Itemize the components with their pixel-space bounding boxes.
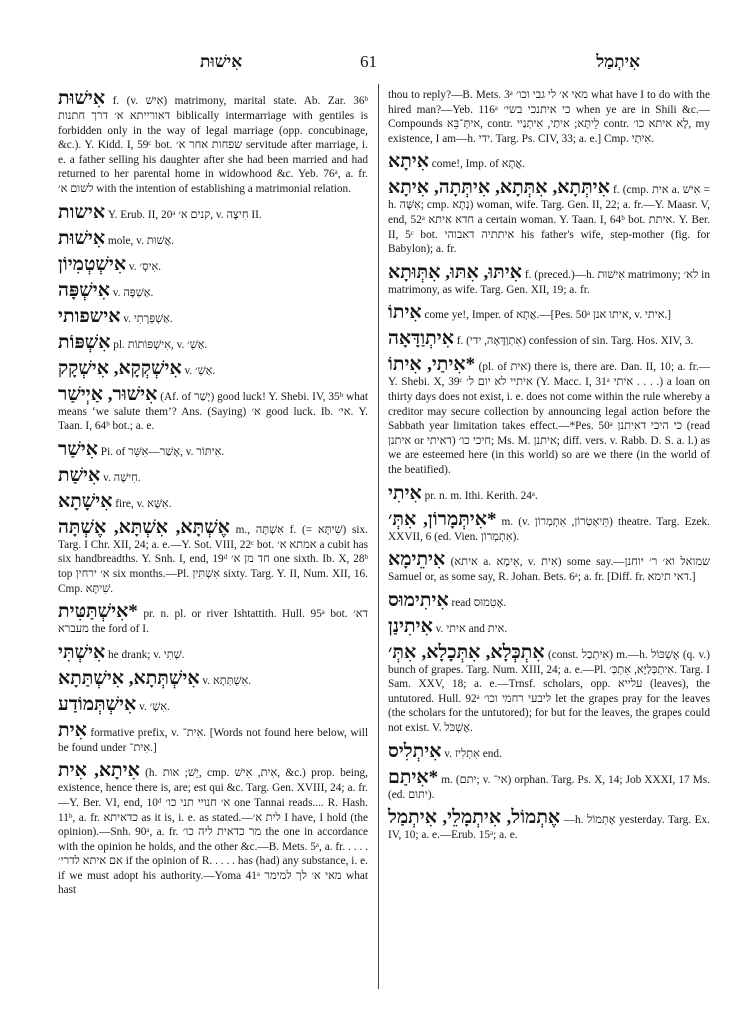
entry-headword: אִיתְלִיס: [388, 740, 442, 762]
entry-definition: m. (v. תֵּיאַטְרוֹן, אִתְמְרוֹן) theatre. Targ. Ezek. XXVII, 6 (ed. Vien. אִתְמְרוֹן).: [388, 515, 710, 543]
entry-definition: —h. אֶתְמוֹל yesterday. Targ. Ex. IV, 10; a. e.—Erub. 15ᵃ; a. e.: [388, 814, 711, 842]
entry-definition: f. (v. אִישׁ) matrimony, marital state. Ab. Zar. 36ᵇ דאורייתא א׳ דרך חתנות biblically intermarriage with gentiles is forbidden only in the way of legal marriage (opp. concubinage, &c.). Y. Kidd. I, 59ᶜ bot. שפחות אחר א׳ servitude after marriage, i. e. a father selling his daughter after she had been married and had returned to her parental home in widowhood &c. Yeb. 76ᵃ, a. fr. לשום א׳ with the intention of establishing a matrimonial relation.: [58, 95, 369, 195]
entry-definition: v. אַשְׁפָּה.: [112, 286, 154, 299]
dictionary-entry: [58, 439, 368, 460]
entry-headword: אִיתִי: [388, 482, 422, 504]
dictionary-entry: [58, 306, 368, 327]
dictionary-entry: [58, 601, 368, 637]
entry-headword: *אִיתַם: [388, 766, 439, 788]
entry-definition: come!, Imp. of אֲתָא.: [431, 158, 526, 171]
dictionary-entry: [58, 280, 368, 301]
entry-definition: f. (preced.)—h. אִישׁוּת matrimony; לא׳ in matrimony, as wife. Targ. Gen. XII, 19; a. fr.: [388, 268, 710, 296]
entry-headword: אִיתוֹ: [388, 302, 422, 324]
entry-definition: (pl. of אית) there is, there are. Dan. II, 10; a. fr.—Y. Shebi. X, 39ᶜ איתיי לא יום ל׳ (Y. Macc. I, 31ᵃ איתי . . . .) a loan on thirty days does not exist, i. e. does not come within the rule whereby a creditor may secure collection by announcing legal action before the Sabbath year limitation takes effect.—*Pes. 50ᵃ כי היכי דאיתנן (read איתנן or דאיתי) חיכי כו׳; Ms. M. איתנן; diff. vers. v. Rabb. D. S. a. l.) as we are esteemed here (in this world) so are we there (in the world of the beatified).: [388, 361, 711, 476]
dictionary-entry: [58, 332, 368, 353]
dictionary-entry: [388, 590, 710, 611]
entry-definition: thou to reply?—B. Mets. 3ᵃ מאי א׳ לי גבי וכו׳ what have I to do with the hired man?—Yeb. 116ᵃ כי איתנכי בשי׳ when ye are in Shili &c.—Compounds איתְּ־בֵּא, contr. לֵיתָא; איתַי, אִיתְנַיי contr. לָא איתא כו׳, my existence, I am—h. ידי. Targ. Ps. CIV, 33; a. e.] Cmp. אִיתַי.: [388, 89, 710, 145]
dictionary-entry: [388, 642, 710, 736]
entry-headword: אִיתִימוּס: [388, 589, 449, 611]
entry-headword: אִישׁוּר, אַיְישַׁר: [58, 383, 158, 405]
dictionary-entry: [388, 88, 710, 146]
entry-headword: *אִישְׁתַּטִּית: [58, 601, 138, 623]
entry-definition: v. אַשְׁפְּרָתִי.: [123, 312, 173, 325]
entry-headword: אִישְׁתְּמוֹדַע: [58, 693, 137, 715]
dictionary-entry: [388, 741, 710, 762]
entry-headword: אישפותי: [58, 305, 121, 327]
entry-definition: f. (cmp. אית a. אִישׁ = h. אִשָּׁה; cmp. נְתָא) woman, wife. Targ. Gen. II, 22; a. fr.—Y. Maasr. V, end, 52ᵃ חדא איתא a certain woman. Y. Taan. I, 64ᵇ bot. איתת. Y. Ber. II, 5ᶜ bot. איתתיה דאבוהי his father's wife, step-mother (fig. for Babylon); a. fr.: [388, 184, 711, 256]
entry-definition: (const. אִיתְכַל) m.—h. אֶשְׁכּוֹל (q. v.) bunch of grapes. Targ. Num. XIII, 24; a. e.—Pl. אִיתְכְּלַיָּא, אִתְכְּ׳. Targ. I Sam. XXV, 18; a. e.—Trnsf. scholars, opp. עלייא (leaves), the untutored. Hull. 92ᵃ ליבעי רחמי וכו׳ let the grapes pray for the leaves (the scholars for the untutored); for but for the leaves, the grapes could not exist. V. אֶשְׁכֹּל.: [388, 648, 711, 735]
dictionary-entry: [388, 807, 710, 843]
dictionary-entry: [388, 549, 710, 585]
dictionary-entry: [388, 354, 710, 477]
dictionary-entry: [58, 720, 368, 756]
entry-headword: אִישְׁטְמִיוֹן: [58, 253, 127, 275]
dictionary-entry: [388, 328, 710, 349]
dictionary-entry: [58, 358, 368, 379]
entry-definition: f. (אִתְוַדָּאָה, ידי) confession of sin. Targ. Hos. XIV, 3.: [456, 335, 694, 348]
entry-headword: אִיתֵימָא: [388, 549, 446, 571]
entry-definition: Y. Erub. II, 20ᵃ קנים א׳, v. חִיצָה II.: [107, 208, 262, 221]
entry-definition: (h. יֵשׁ; אוּת, cmp. אִית, אִישׁ, &c.) prop. being, existence, hence there is, are; est qui &c. Targ. Gen. XVIII, 24; a. fr.—Y. Ber. VI, end, 10ᵈ א׳ חנויי תני כו׳ one Tannai reads.... R. Hash. 11ᵇ, a. fr. כדאיתא as it is, i. e. as stated.—לית א׳ I have, I hold (the opinion).—Snh. 90ᵃ, a. fr. מר כדאית ליה כו׳ the one in accordance with the opinion he holds, and the other &c.—B. Mets. 5ᵃ, a. fr. . . . . אם איתא לדרי׳ if the opinion of R. . . . . has (had) any substance, i. e. if we must adopt his authority.—Yoma 41ᵃ מאי א׳ לך למימר what hast: [58, 767, 369, 897]
entry-definition: he drank; v. שְׁתִי.: [108, 648, 185, 661]
dictionary-entry: [388, 177, 710, 256]
right-column: [388, 88, 710, 848]
dictionary-entry: [388, 302, 710, 323]
entry-headword: אִישְׁקְקָא, אִישְׁקָק: [58, 357, 182, 379]
entry-headword: אִישׁוּת: [58, 88, 106, 109]
dictionary-entry: [388, 151, 710, 172]
entry-headword: אִיתְוַדָּאָה: [388, 328, 454, 350]
entry-headword: אֶתְמוֹל, אִיתְמָלֵי, אִיתְמַל: [388, 807, 561, 829]
entry-headword: אִשְׁפּוֹת: [58, 331, 111, 353]
entry-definition: pl. אִישְׁפּוֹתוֹת, v. אַשְׁ׳.: [113, 338, 208, 351]
column-divider: [378, 84, 379, 989]
entry-definition: Pi. of אָשַׁר—אִשֵּׁר, v. אִיתּוֹר.: [100, 445, 225, 458]
dictionary-entry: [58, 254, 368, 275]
entry-definition: mole, v. אֲשׁוּת.: [107, 234, 175, 247]
entry-headword: אִיתִינַן: [388, 615, 433, 637]
entry-headword: אִיתָא: [388, 151, 429, 173]
entry-headword: אִתְכְּלָא, אִתְּכָלָא, אִתְּ׳: [388, 641, 545, 663]
dictionary-entry: [58, 668, 368, 689]
dictionary-entry: [58, 760, 368, 898]
dictionary-entry: [58, 642, 368, 663]
entry-headword: אִישָׁתָא: [58, 490, 113, 512]
entry-definition: formative prefix, v. אִית־. [Words not found here below, will be found under אִית־.]: [58, 726, 368, 754]
page-header: [40, 52, 720, 78]
entry-headword: אִישְׁפָּה: [58, 279, 110, 301]
entry-definition: m. (יתם; v. אי־) orphan. Targ. Ps. X, 14; Job XXXI, 17 Ms. (ed. יתום).: [388, 773, 711, 801]
entry-headword: *אִיתַי, אִיתוֹ: [388, 354, 476, 376]
entry-definition: v. חִישָׁה.: [103, 471, 141, 484]
entry-definition: m., אִשְׁתָּה f. (= שִׁיתָּא) six. Targ. I Chr. XII, 24; a. e.—Y. Sot. VIII, 22ᶜ bot. אמתא א׳ a cubit has six handbreadths. Y. Snh. I, end, 19ᵈ חד מן א׳ one sixth. Ib. X, 28ᵇ top א׳ ירחין six months.—Pl. אִשְׁתִּין sixty. Targ. Y. II, Num. XII, 16. Cmp. שִׁיתָּא.: [58, 523, 368, 595]
dictionary-entry: [58, 88, 368, 197]
dictionary-entry: [58, 491, 368, 512]
dictionary-entry: [58, 694, 368, 715]
header-left-guide-word: אִישׁוּת: [200, 52, 243, 71]
entry-headword: אִיתּוּ, אִתּוּ, אִתְּוּתָא: [388, 261, 522, 283]
entry-definition: v. אִיסְ׳.: [128, 260, 162, 273]
dictionary-entry: [58, 228, 368, 249]
dictionary-entry: [388, 509, 710, 545]
entry-definition: come ye!, Imper. of אֲתָא.—[Pes. 50ᵃ איתו אנן, v. איתי.]: [424, 309, 672, 322]
entry-headword: אִישַׁת: [58, 464, 101, 486]
entry-headword: אישות: [58, 201, 106, 223]
entry-definition: fire, v. אִשָּׁא.: [115, 497, 172, 510]
entry-definition: v. אַשְׁ׳.: [184, 364, 216, 377]
entry-headword: אִישְׁתִּי: [58, 641, 106, 663]
entry-definition: pr. n. m. Ithi. Kerith. 24ᵃ.: [424, 489, 538, 502]
entry-headword: *אִיתְּמָרוֹן, אִתְּ׳: [388, 508, 497, 530]
entry-definition: (Af. of יָשַׁר) good luck! Y. Shebi. IV, 35ᵇ what means ‘we salute them’? Ans. (Saying) א׳ good luck. Ib. אי׳. Y. Taan. I, 64ᵇ bot.; a. e.: [58, 390, 369, 433]
entry-headword: אֶשְׁתָּא, אִשְׁתָּא, אֶשְׁתָּה: [58, 516, 230, 538]
dictionary-entry: [388, 616, 710, 637]
entry-definition: v. אִשְׁתְּתָא.: [202, 674, 252, 687]
left-column: [58, 88, 368, 903]
entry-definition: v. אִשְׁ׳.: [139, 700, 170, 713]
dictionary-entry: [388, 262, 710, 298]
entry-headword: אִישׁוּת: [58, 227, 106, 249]
entry-definition: (איתא a. אֵימָא, v. אִית) some say.—שמואל וא׳ ר׳ יוחנן Samuel or, as some say, R. Johan. Bets. 6ᵃ; a. fr. [Diff. fr. דאי תימא.]: [388, 556, 711, 584]
entry-definition: pr. n. pl. or river Ishtattith. Hull. 95ᵃ bot. דא׳ מעברא the ford of I.: [58, 608, 368, 636]
page-number: 61: [360, 52, 377, 71]
entry-headword: אִיתָא, אִית: [58, 760, 140, 782]
dictionary-entry: [58, 202, 368, 223]
entry-headword: אִישַׁר: [58, 438, 98, 460]
dictionary-entry: [388, 767, 710, 803]
entry-headword: אִיתְּתָא, אִתְּתָא, אִיתְּתָה, אִיתָא: [388, 177, 610, 199]
entry-definition: read אֶטִמוּס.: [451, 596, 507, 609]
header-right-guide-word: אִיתְמַל: [596, 52, 640, 71]
entry-headword: אִית: [58, 719, 87, 741]
entry-headword: אִישְׁתְּתָא, אִישְׁתַּתָא: [58, 667, 200, 689]
entry-definition: v. איתי and אית.: [435, 622, 508, 635]
dictionary-entry: [58, 384, 368, 434]
dictionary-entry: [388, 483, 710, 504]
entry-definition: v. אִתְלִיז end.: [444, 747, 502, 760]
dictionary-entry: [58, 465, 368, 486]
dictionary-entry: [58, 517, 368, 596]
